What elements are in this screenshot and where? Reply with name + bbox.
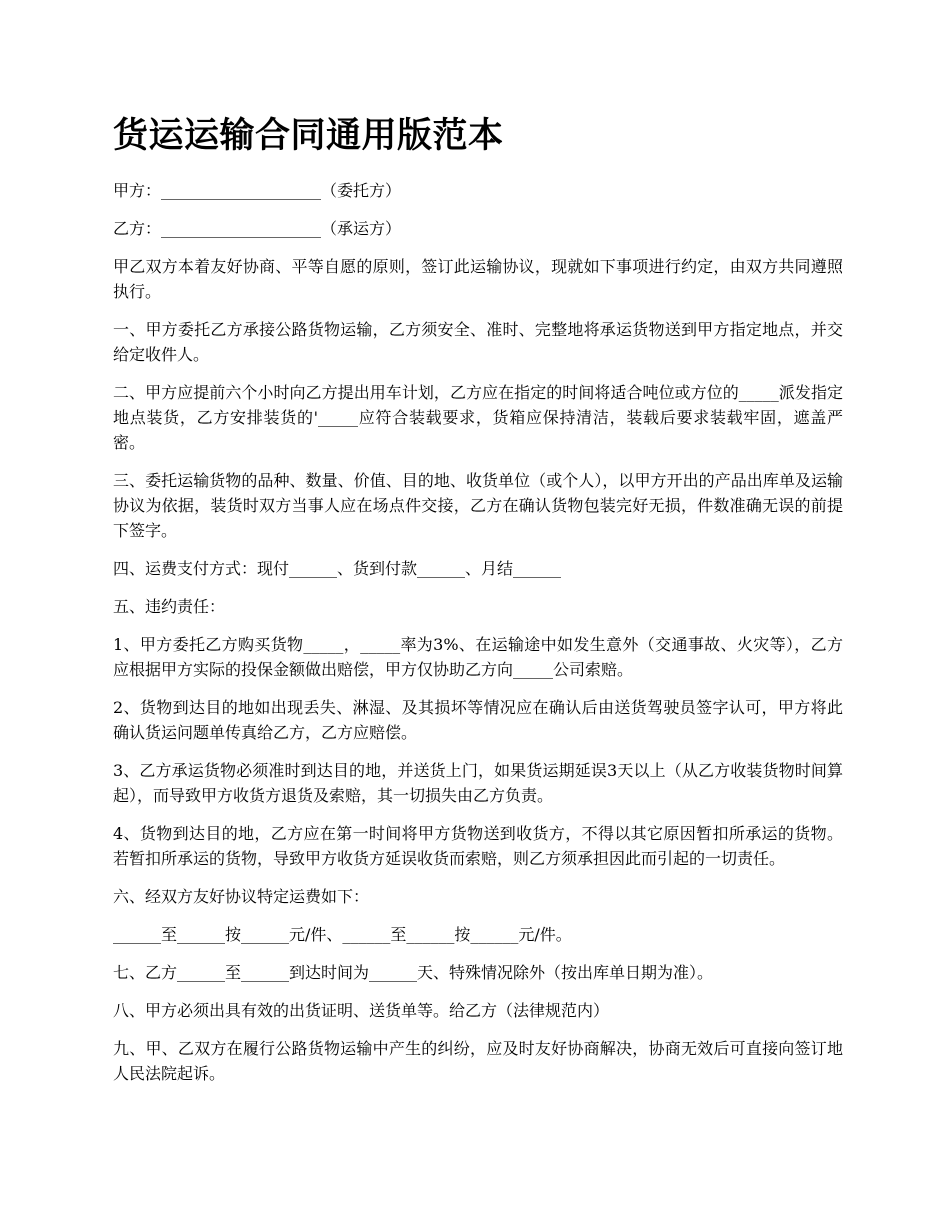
clause-8: 八、甲方必须出具有效的出货证明、送货单等。给乙方（法律规范内） <box>113 1001 610 1020</box>
party-b-line: 乙方：____________________（承运方） <box>113 219 402 238</box>
liability-item-2: 2、货物到达目的地如出现丢失、淋湿、及其损坏等情况应在确认后由送货驾驶员签字认可，甲方将此确认货运问题单传真给乙方，乙方应赔偿。 <box>113 698 843 742</box>
clause-4-payment: 四、运费支付方式：现付______、货到付款______、月结______ <box>113 559 562 578</box>
clause-2: 二、甲方应提前六个小时向乙方提出用车计划，乙方应在指定的时间将适合吨位或方位的_____派发指定地点装货，乙方安排装货的'_____应符合装载要求，货箱应保持清洁，装载后要求装载牢固，遮盖严密。 <box>113 383 843 452</box>
liability-item-1: 1、甲方委托乙方购买货物_____，_____率为3%、在运输途中如发生意外（交通事故、火灾等），乙方应根据甲方实际的投保金额做出赔偿，甲方仅协助乙方向_____公司索赔。 <box>113 635 843 679</box>
clause-1: 一、甲方委托乙方承接公路货物运输，乙方须安全、准时、完整地将承运货物送到甲方指定地点，并交给定收件人。 <box>113 320 843 364</box>
clause-3: 三、委托运输货物的品种、数量、价值、目的地、收货单位（或个人），以甲方开出的产品出库单及运输协议为依据，装货时双方当事人应在场点件交接，乙方在确认货物包装完好无损，件数准确无误的前提下签字。 <box>113 471 843 540</box>
document-title: 货运运输合同通用版范本 <box>113 115 504 156</box>
freight-rate-line: ______至______按______元/件、______至______按______元/件。 <box>113 925 572 944</box>
liability-item-4: 4、货物到达目的地，乙方应在第一时间将甲方货物送到收货方，不得以其它原因暂扣所承运的货物。若暂扣所承运的货物，导致甲方收货方延误收货而索赔，则乙方须承担因此而引起的一切责任。 <box>113 824 843 868</box>
clause-6-heading: 六、经双方友好协议特定运费如下： <box>113 887 370 906</box>
liability-item-3: 3、乙方承运货物必须准时到达目的地，并送货上门，如果货运期延误3天以上（从乙方收装货物时间算起），而导致甲方收货方退货及索赔，其一切损失由乙方负责。 <box>113 761 843 805</box>
preamble-paragraph: 甲乙双方本着友好协商、平等自愿的原则，签订此运输协议，现就如下事项进行约定，由双方共同遵照执行。 <box>113 257 843 301</box>
clause-7: 七、乙方______至______到达时间为______天、特殊情况除外（按出库单日期为准）。 <box>113 963 714 982</box>
party-a-line: 甲方：____________________（委托方） <box>113 181 402 200</box>
clause-9: 九、甲、乙双方在履行公路货物运输中产生的纠纷，应及时友好协商解决，协商无效后可直接向签订地人民法院起诉。 <box>113 1039 843 1083</box>
document-body <box>113 178 843 1099</box>
clause-5-heading: 五、违约责任： <box>113 597 226 616</box>
